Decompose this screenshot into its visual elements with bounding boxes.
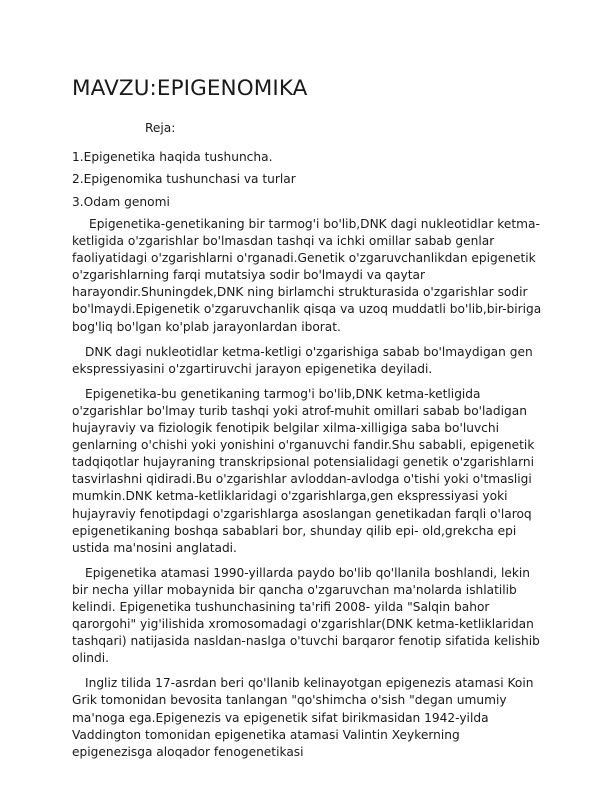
paragraph: Epigenetika-bu genetikaning tarmog'i bo'lib,DNK ketma-ketligida o'zgarishlar bo'lmay turib tashqi yoki atrof-muhit omillari sabab bo'ladigan hujayraviy va fiziologik fenotipik belgilar xilma-xilligiga saba bo'luvchi genlarning o'chishi yoki yonishini o'rganuvchi fandir.Shu sababli, epigenetik tadqiqotlar hujayraning transkripsional potensialidagi genetik o'zgarishlarni tasvirlashni qidiradi.Bu o'zgarishlar avloddan-avlodga o'tishi yoki o'tmasligi mumkin.DNK ketma-ketliklaridagi o'zgarishlarga,gen ekspressiyasi yoki hujayraviy fenotipdagi o'zgarishlarga asoslangan genetikadan farqli o'laroq epigenetikaning boshqa sabablari bor, shunday qilib epi- old,grekcha epi ustida ma'nosini anglatadi. bbox=[72, 386, 535, 555]
plan-item: 3.Odam genomi bbox=[72, 194, 170, 209]
plan-label: Reja: bbox=[145, 121, 176, 135]
plan-list bbox=[72, 149, 540, 216]
paragraph: Ingliz tilida 17-asrdan beri qo'llanib kelinayotgan epigenezis atamasi Koin Grik tomonidan bevosita tanlangan "qo'shimcha o'sish "degan umumiy ma'noga ega.Epigenezis va epigenetik sifat birikmasidan 1942-yilda Vaddington tomonidan epigenetika atamasi Valintin Xeykerning epigenezisga aloqador fenogenetikasi bbox=[72, 676, 534, 759]
body-text bbox=[72, 216, 542, 769]
paragraph: DNK dagi nukleotidlar ketma-ketligi o'zgarishiga sabab bo'lmaydigan gen ekspressiyasini o'zgartiruvchi jarayon epigenetika deyiladi. bbox=[72, 344, 533, 376]
paragraph: Epigenetika atamasi 1990-yillarda paydo bo'lib qo'llanila boshlandi, lekin bir necha yillar mobaynida bir qancha o'zgaruvchan ma'nolarda ishlatilib kelindi. Epigenetika tushunchasining ta'rifi 2008- yilda "Salqin bahor qarorgohi" yig'ilishida xromosomadagi o'zgarishlar(DNK ketma-ketliklaridan tashqari) natijasida nasldan-naslga o'tuvchi barqaror fenotip sifatida kelishib olindi. bbox=[72, 565, 540, 666]
plan-item: 2.Epigenomika tushunchasi va turlar bbox=[72, 172, 296, 187]
plan-item: 1.Epigenetika haqida tushuncha. bbox=[72, 150, 273, 164]
paragraph: Epigenetika-genetikaning bir tarmog'i bo'lib,DNK dagi nukleotidlar ketma-ketligida o'zgarishlar bo'lmasdan tashqi va ichki omillar sabab genlar faoliyatidagi o'zgarishlarni o'rganadi.Genetik o'zgaruvchanlikdan epigenetik o'zgarishlarning farqi mutatsiya sodir bo'lmaydi va qaytar harayondir.Shuningdek,DNK ning birlamchi strukturasida o'zgarishlar sodir bo'lmaydi.Epigenetik o'zgaruvchanlik qisqa va uzoq muddatli bo'lib,bir-biriga bog'liq bo'lgan ko'plab jarayonlardan iborat. bbox=[72, 217, 542, 334]
page-title: MAVZU:EPIGENOMIKA bbox=[72, 76, 308, 101]
